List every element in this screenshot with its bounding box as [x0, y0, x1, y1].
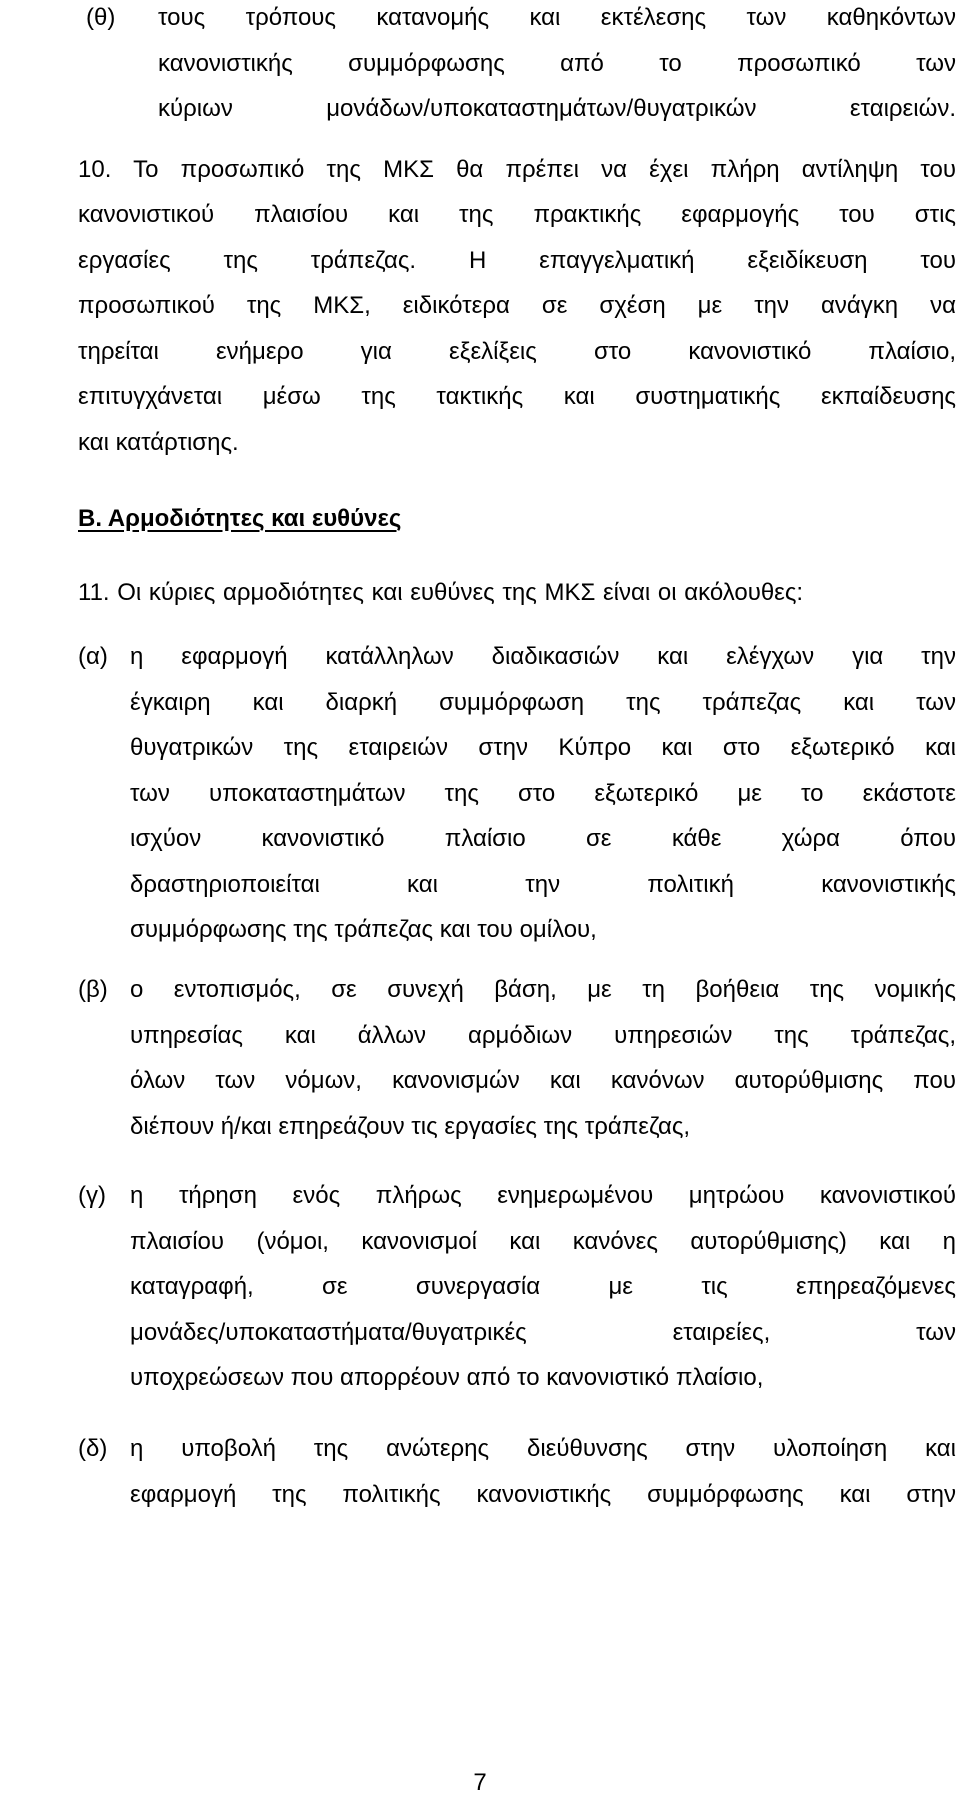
para-10-line: επιτυγχάνεται μέσω της τακτικής και συστηματικής εκπαίδευσης [78, 383, 956, 410]
item-b-text [130, 967, 956, 1149]
item-theta-line: κύριων μονάδων/υποκαταστημάτων/θυγατρικών εταιρειών. [158, 95, 956, 122]
item-d-marker: (δ) [78, 1435, 108, 1462]
item-a-line: δραστηριοποιείται και την πολιτική κανονιστικής [130, 870, 956, 898]
para-10-line: προσωπικού της ΜΚΣ, ειδικότερα σε σχέση με την ανάγκη να [78, 292, 956, 319]
item-a-marker: (α) [78, 643, 108, 670]
item-d-line: η υποβολή της ανώτερης διεύθυνσης στην υλοποίηση και [130, 1435, 956, 1462]
section-heading: Β. Αρμοδιότητες και ευθύνες [78, 505, 402, 532]
page-number: 7 [473, 1769, 487, 1796]
item-b-line: διέπουν ή/και επηρεάζουν τις εργασίες της τράπεζας, [130, 1112, 691, 1140]
item-c-line: η τήρηση ενός πλήρως ενημερωμένου μητρώου κανονιστικού [130, 1182, 956, 1209]
item-theta-marker: (θ) [86, 4, 116, 31]
para-10-line: κανονιστικού πλαισίου και της πρακτικής εφαρμογής του στις [78, 201, 956, 228]
item-a-line: συμμόρφωσης της τράπεζας και του ομίλου, [130, 916, 597, 943]
item-d-line: εφαρμογή της πολιτικής κανονιστικής συμμόρφωσης και στην [130, 1480, 956, 1508]
item-a-line: η εφαρμογή κατάλληλων διαδικασιών και ελέγχων για την [130, 643, 956, 670]
item-b-line: υπηρεσίας και άλλων αρμόδιων υπηρεσιών της τράπεζας, [130, 1021, 956, 1049]
item-c-line: υποχρεώσεων που απορρέουν από το κανονιστικό πλαίσιο, [130, 1364, 764, 1391]
item-c-line: καταγραφή, σε συνεργασία με τις επηρεαζόμενες [130, 1273, 956, 1300]
item-b-line: όλων των νόμων, κανονισμών και κανόνων αυτορύθμισης που [130, 1067, 956, 1094]
item-theta-line: κανονιστικής συμμόρφωσης από το προσωπικό των [158, 49, 956, 77]
item-c-line: πλαισίου (νόμοι, κανονισμοί και κανόνες αυτορύθμισης) και η [130, 1227, 956, 1255]
item-c-text [130, 1173, 956, 1401]
para-10-line: 10. Το προσωπικό της ΜΚΣ θα πρέπει να έχει πλήρη αντίληψη του [78, 156, 956, 183]
item-a-line: των υποκαταστημάτων της στο εξωτερικό με το εκάστοτε [130, 779, 956, 807]
para-10-line: εργασίες της τράπεζας. Η επαγγελματική εξειδίκευση του [78, 247, 956, 274]
item-d-text [130, 1426, 956, 1517]
para-11-text: 11. Οι κύριες αρμοδιότητες και ευθύνες της ΜΚΣ είναι οι ακόλουθες: [78, 579, 804, 606]
item-b-line: ο εντοπισμός, σε συνεχή βάση, με τη βοήθεια της νομικής [130, 976, 956, 1003]
item-a-line: έγκαιρη και διαρκή συμμόρφωση της τράπεζας και των [130, 688, 956, 716]
item-a-line: θυγατρικών της εταιρειών στην Κύπρο και στο εξωτερικό και [130, 734, 956, 761]
para-10-line: και κατάρτισης. [78, 429, 239, 456]
item-c-marker: (γ) [78, 1182, 106, 1209]
item-b-marker: (β) [78, 976, 108, 1003]
item-a-text [130, 634, 956, 953]
item-c-line: μονάδες/υποκαταστήματα/θυγατρικές εταιρείες, των [130, 1318, 956, 1346]
item-a-line: ισχύον κανονιστικό πλαίσιο σε κάθε χώρα όπου [130, 825, 956, 852]
para-10-line: τηρείται ενήμερο για εξελίξεις στο κανονιστικό πλαίσιο, [78, 338, 956, 365]
item-theta-line: τους τρόπους κατανομής και εκτέλεσης των καθηκόντων [158, 4, 956, 31]
item-theta-text [158, 0, 956, 132]
